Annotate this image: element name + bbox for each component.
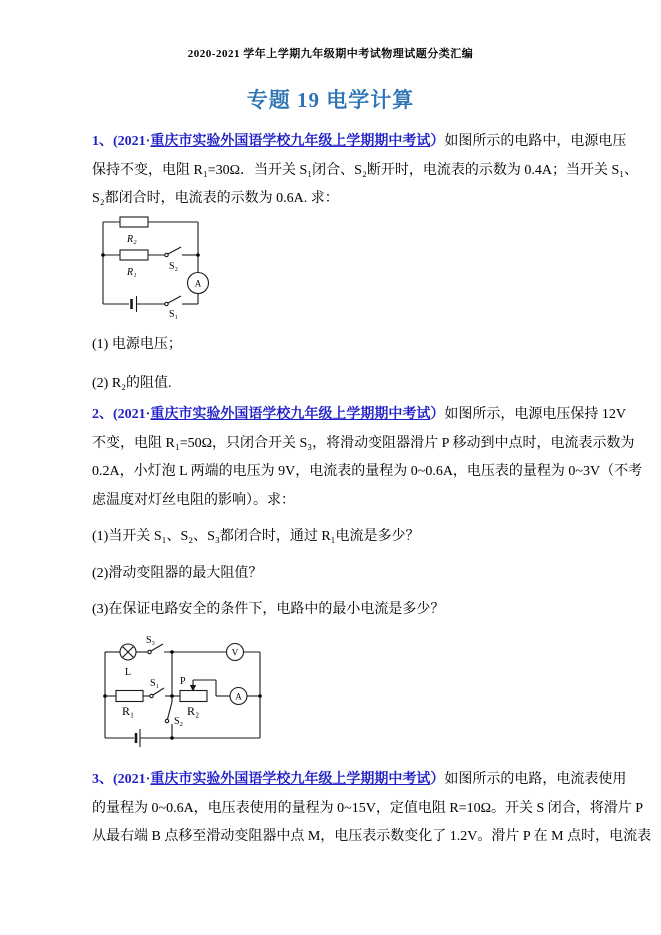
question-2-paragraph	[92, 401, 643, 515]
document-header: 2020-2021 学年上学期九年级期中考试物理试题分类汇编	[187, 48, 474, 60]
question-2-source-school: 重庆市实验外国语学校九年级上学期期中考试	[150, 407, 431, 422]
question-2-number: 2、	[92, 407, 113, 422]
ammeter-icon	[230, 688, 247, 705]
battery-icon	[136, 729, 140, 747]
switch-S1-icon	[165, 296, 181, 306]
question-2-line	[92, 401, 626, 430]
question-1-source-open: (2021·	[113, 134, 151, 149]
question-3-body-start: 如图所示的电路，电流表使用	[444, 772, 627, 787]
label-S2: S₂	[174, 716, 184, 727]
question-3-line	[92, 766, 627, 795]
circuit-diagram-2	[94, 634, 266, 760]
junction-dot	[170, 694, 174, 698]
question-1-line	[92, 128, 627, 157]
circuit-diagram-1	[96, 216, 216, 324]
question-2-line: 不变，电阻 R₁=50Ω，只闭合开关 S₃，将滑动变阻器滑片 P 移动到中点时，电流表示数为	[92, 435, 635, 451]
rheostat-R2-icon	[180, 691, 207, 702]
label-S1: S₁	[150, 678, 160, 689]
question-3-line: 从最右端 B 点移至滑动变阻器中点 M，电压表示数变化了 1.2V。滑片 P 在 M 点时，电流表	[92, 829, 652, 844]
question-2-line: 0.2A，小灯泡 L 两端的电压为 9V，电流表的量程为 0~0.6A，电压表的量程为 0~3V（不考	[92, 464, 643, 479]
question-1-line: S₂都闭合时，电流表的示数为 0.6A. 求：	[92, 191, 339, 206]
label-S1: S₁	[169, 309, 179, 320]
question-2-part-2: (2)滑动变阻器的最大阻值？	[92, 566, 263, 581]
junction-dot	[170, 736, 174, 740]
question-1-part-2: (2) R₂的阻值.	[92, 376, 172, 391]
label-R2: R₂	[187, 704, 200, 718]
battery-icon	[132, 296, 137, 312]
question-2-source-open: (2021·	[113, 407, 151, 422]
resistor-R1-icon	[116, 691, 143, 702]
question-1-paragraph	[92, 128, 639, 214]
switch-S2-icon	[165, 702, 172, 723]
question-1-line: 保持不变，电阻 R₁=30Ω．当开关 S₁闭合、S₂断开时，电流表的示数为 0.4A；当开关 S₁、	[92, 162, 639, 178]
question-1-number: 1、	[92, 134, 113, 149]
switch-S1-icon	[150, 688, 164, 698]
question-2-line: 虑温度对灯丝电阻的影响）。求：	[92, 492, 295, 508]
page-title: 专题 19 电学计算	[246, 88, 415, 112]
question-1-source-close: ）	[430, 134, 445, 149]
question-3-source-open: (2021·	[113, 772, 151, 787]
lamp-icon	[120, 644, 136, 660]
svg-text:V: V	[231, 647, 239, 658]
resistor-R1-icon	[120, 250, 148, 260]
label-L: L	[125, 667, 132, 678]
label-R2: R₂	[127, 234, 137, 245]
voltmeter-icon	[227, 644, 244, 661]
label-P: P	[180, 676, 186, 687]
question-1-body-start: 如图所示的电路中，电源电压	[444, 134, 627, 149]
question-2-source-close: ）	[430, 407, 445, 422]
question-3-line: 的量程为 0~0.6A，电压表使用的量程为 0~15V，定值电阻 R=10Ω。开关 S 闭合，将滑片 P	[92, 800, 644, 816]
question-2-body-start: 如图所示，电源电压保持 12V	[444, 407, 626, 422]
svg-text:A: A	[194, 278, 202, 289]
question-2-part-1: (1)当开关 S₁、S₂、S₃都闭合时，通过 R₁电流是多少？	[92, 529, 420, 544]
svg-text:A: A	[235, 691, 242, 702]
resistor-R2-icon	[120, 217, 148, 227]
question-3-number: 3、	[92, 772, 113, 787]
label-S2: S₂	[169, 261, 179, 272]
junction-dot	[101, 253, 105, 257]
label-R1: R₁	[127, 267, 137, 278]
switch-S2-icon	[165, 247, 181, 257]
label-S3: S₃	[146, 635, 156, 646]
question-3-paragraph	[92, 766, 652, 852]
junction-dot	[170, 650, 174, 654]
junction-dot	[258, 694, 262, 698]
question-3-source-close: ）	[430, 772, 445, 787]
question-3-source-school: 重庆市实验外国语学校九年级上学期期中考试	[150, 772, 431, 787]
label-R1: R₁	[122, 704, 135, 718]
question-1-source-school: 重庆市实验外国语学校九年级上学期期中考试	[150, 134, 431, 149]
question-1-part-1: (1) 电源电压；	[92, 337, 182, 352]
ammeter-icon	[188, 273, 209, 294]
junction-dot	[196, 253, 200, 257]
junction-dot	[103, 694, 107, 698]
question-2-part-3: (3)在保证电路安全的条件下，电路中的最小电流是多少？	[92, 602, 445, 617]
